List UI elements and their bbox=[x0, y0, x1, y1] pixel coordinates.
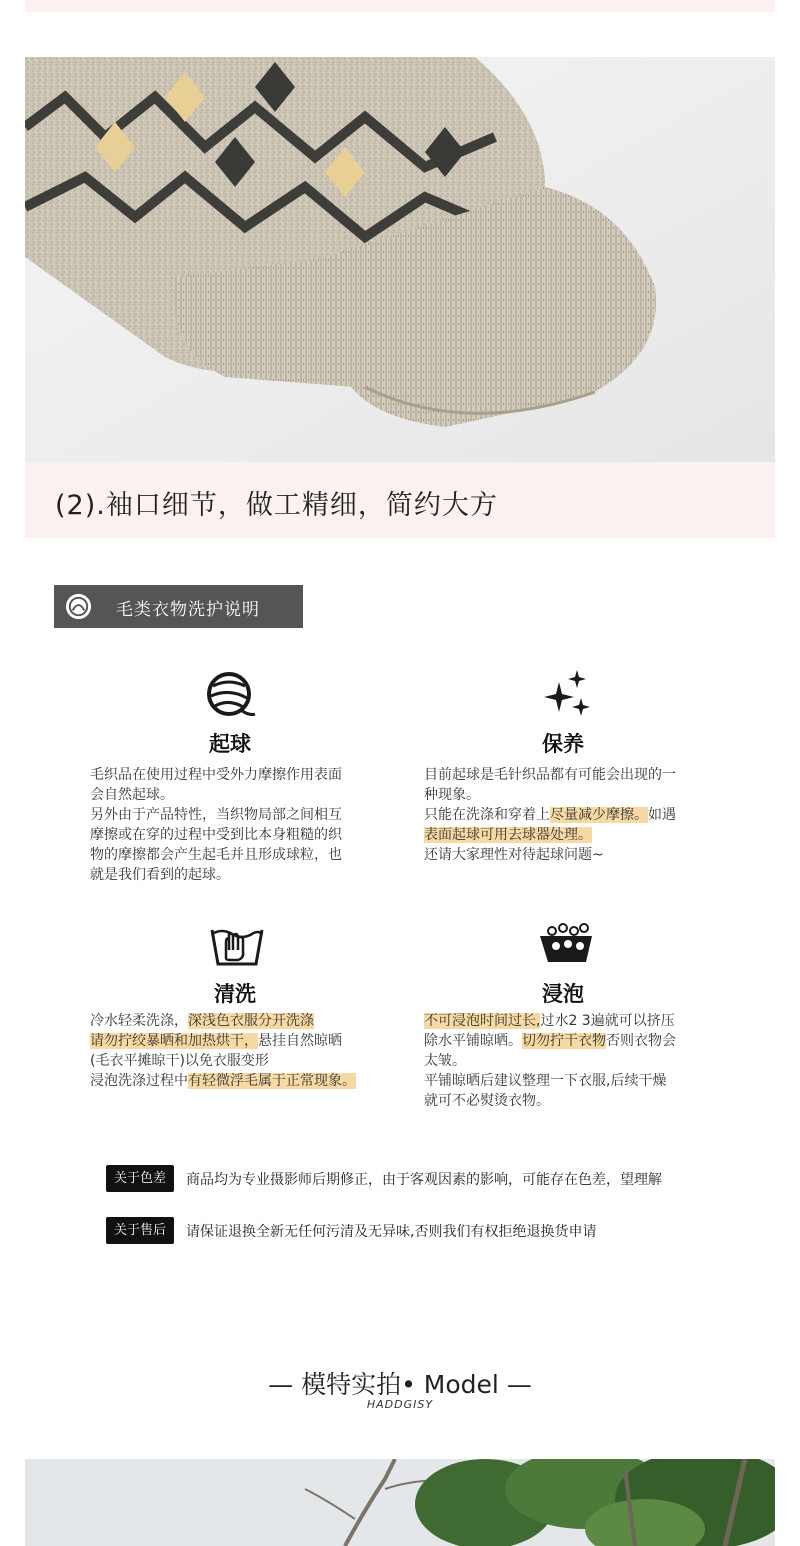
color-difference-text: 商品均为专业摄影师后期修正，由于客观因素的影响，可能存在色差，望理解 bbox=[186, 1172, 662, 1188]
after-sales-tag: 关于售后 bbox=[106, 1217, 174, 1244]
color-difference-tag: 关于色差 bbox=[106, 1165, 174, 1192]
sleeve-cuff-photo bbox=[25, 57, 775, 462]
washing-text: 冷水轻柔洗涤，深浅色衣服分开洗涤 请勿拧绞暴晒和加热烘干，悬挂自然晾晒 (毛衣平摊晾干)以免衣服变形 浸泡洗涤过程中有轻微浮毛属于正常现象。 bbox=[90, 1013, 356, 1089]
care-guide-title: 毛类衣物洗护说明 bbox=[116, 600, 260, 620]
maintenance-text: 目前起球是毛针织品都有可能会出现的一 种现象。 只能在洗涤和穿着上尽量减少摩擦。如遇 表面起球可用去球器处理。 还请大家理性对待起球问题~ bbox=[424, 767, 676, 863]
sleeve-detail-panel bbox=[25, 57, 775, 538]
soaking-heading: 浸泡 bbox=[542, 982, 584, 1006]
model-section-subtitle: HADDGISY bbox=[366, 1398, 434, 1411]
hand-wash-icon bbox=[208, 920, 266, 970]
care-guide-header bbox=[54, 585, 303, 628]
maintenance-heading: 保养 bbox=[542, 732, 584, 756]
sparkle-icon bbox=[539, 668, 594, 723]
washing-section bbox=[90, 918, 390, 1098]
pilling-section bbox=[90, 668, 390, 888]
previous-photo-panel-edge bbox=[25, 0, 775, 12]
after-sales-text: 请保证退换全新无任何污清及无异味,否则我们有权拒绝退换货申请 bbox=[186, 1224, 597, 1240]
pilling-heading: 起球 bbox=[209, 732, 251, 756]
model-section-title: — 模特实拍• Model — bbox=[268, 1370, 532, 1399]
soaking-text: 不可浸泡时间过长,过水2 3遍就可以挤压 除水平铺晾晒。切勿拧干衣物否则衣物会 太皱。 平铺晾晒后建议整理一下衣服,后续干燥 就可不必熨烫衣物。 bbox=[424, 1013, 676, 1109]
soaking-section bbox=[424, 918, 724, 1118]
pilling-text: 毛织品在使用过程中受外力摩擦作用表面 会自然起球。 另外由于产品特性，当织物局部之间相互 摩擦或在穿的过程中受到比本身粗糙的织 物的摩擦都会产生起毛并且形成球粒，也 就是我们看到的起球。 bbox=[90, 767, 342, 883]
brand-logo-icon bbox=[64, 592, 93, 621]
soak-basin-icon bbox=[538, 922, 598, 968]
detail-caption: (2).袖口细节，做工精细，简约大方 bbox=[55, 490, 498, 521]
model-photo bbox=[25, 1459, 775, 1546]
maintenance-section bbox=[424, 668, 724, 868]
washing-heading: 清洗 bbox=[214, 982, 256, 1006]
yarn-ball-icon bbox=[205, 670, 257, 722]
